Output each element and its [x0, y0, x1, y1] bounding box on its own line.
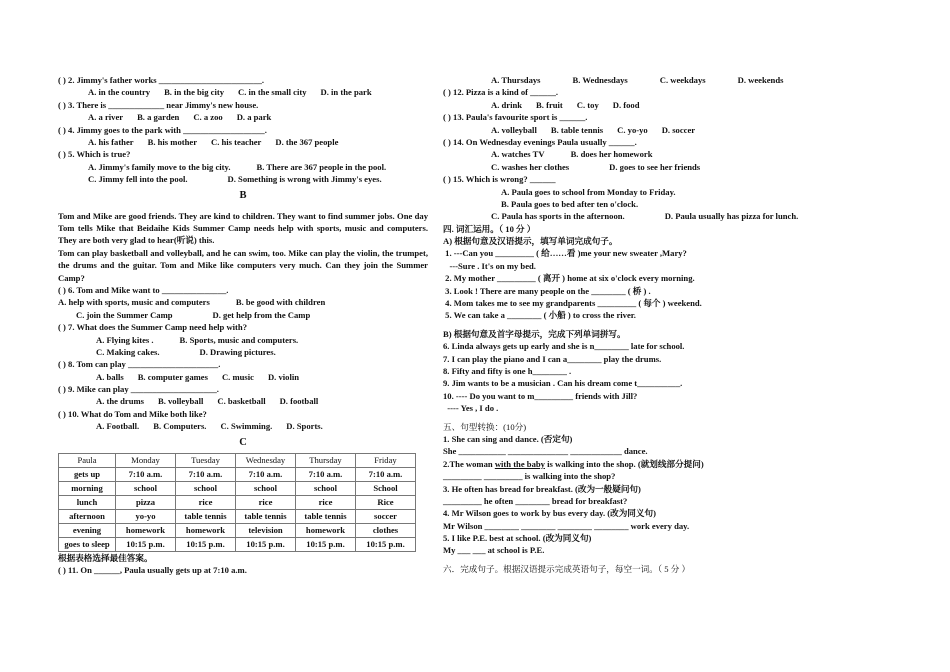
line-text: _________ he often ________ bread for breakfast?	[443, 495, 628, 506]
table-header-row	[59, 453, 416, 467]
table-cell: homework	[116, 523, 176, 537]
option-text: B. Computers.	[153, 421, 207, 432]
option-text: B. volleyball	[157, 396, 204, 407]
option-row	[58, 173, 428, 185]
option-text: D. goes to see her friends	[609, 161, 701, 172]
table-cell: school	[236, 481, 296, 495]
option-text: D. Paula usually has pizza for lunch.	[664, 211, 799, 222]
option-text: D. a park	[236, 112, 272, 123]
transform-line	[443, 483, 863, 495]
option-text: A. a river	[88, 112, 124, 123]
vocab-item: ---- Yes , I do .	[443, 403, 499, 414]
option-row	[58, 420, 428, 432]
option-row	[443, 148, 863, 160]
option-text: A. balls	[96, 371, 124, 382]
table-cell: rice	[236, 495, 296, 509]
table-row	[59, 509, 416, 523]
line-text: 3. He often has bread for breakfast. (改为一般疑问句)	[443, 483, 641, 494]
table-cell: school	[176, 481, 236, 495]
table-cell: soccer	[356, 509, 416, 523]
option-text: D. soccer	[661, 124, 696, 135]
option-text: A. Football.	[96, 421, 140, 432]
option-text: A. watches TV	[491, 149, 545, 160]
option-text: C. a zoo	[193, 112, 223, 123]
table-cell: 10:15 p.m.	[356, 537, 416, 551]
table-cell: 10:15 p.m.	[296, 537, 356, 551]
option-row	[58, 334, 428, 346]
vocab-part-a: A) 根据句意及汉语提示，填写单词完成句子。	[443, 236, 618, 247]
line-text: is walking into the shop. (就划线部分提问)	[544, 458, 704, 469]
option-text: B. does her homework	[570, 149, 653, 160]
table-row	[59, 495, 416, 509]
line-text: She ___________ ______________ ____________ dance.	[443, 446, 648, 457]
option-text: A. his father	[88, 136, 134, 147]
table-cell: yo-yo	[116, 509, 176, 523]
table-header-cell: Wednesday	[236, 453, 296, 467]
transform-line	[443, 520, 863, 532]
question-stem: ( ) 5. Which is true?	[58, 149, 131, 160]
transform-line	[443, 445, 863, 457]
option-text: B. There are 367 people in the pool.	[256, 161, 387, 172]
section-heading-c: C	[239, 436, 247, 448]
option-text: A. in the country	[88, 87, 151, 98]
option-text: C. Making cakes.	[96, 346, 160, 357]
passage-paragraph: Tom can play basketball and volleyball, and he can swim, too. Mike can play the violin, the trumpet, the drums and the guitar. Tom and Mike like computers very much. Can they join the Summer Camp?	[58, 247, 428, 283]
table-header-cell: Thursday	[296, 453, 356, 467]
table-cell: 10:15 p.m.	[236, 537, 296, 551]
option-row	[58, 371, 428, 383]
question-stem: ( ) 6. Tom and Mike want to _______________.	[58, 284, 229, 295]
option-text: A. Thursdays	[491, 75, 541, 85]
vocab-item: 10. ---- Do you want to m_________ friends with Jill?	[443, 390, 638, 401]
transform-title: 五、句型转换：(10分)	[443, 421, 527, 432]
question-stem: ( ) 8. Tom can play _____________________.	[58, 359, 221, 370]
transform-line	[443, 544, 863, 556]
right-column	[443, 74, 863, 575]
option-text: B. fruit	[536, 99, 563, 110]
option-row	[443, 124, 863, 136]
option-text: B. table tennis	[550, 124, 604, 135]
transform-line	[443, 507, 863, 519]
vocab-item: 4. Mom takes me to see my grandparents _________ ( 每个 ) weekend.	[443, 298, 702, 309]
transform-line	[443, 458, 863, 470]
table-row	[59, 467, 416, 481]
option-row	[58, 296, 428, 308]
option-row	[443, 99, 863, 111]
table-cell: rice	[296, 495, 356, 509]
option-text: D. get help from the Camp	[212, 309, 311, 320]
option-text: B. Sports, music and computers.	[179, 334, 299, 345]
transform-line	[443, 433, 863, 445]
table-row	[59, 523, 416, 537]
option-text: D. the 367 people	[275, 136, 339, 147]
question-stem: ( ) 11. On ______, Paula usually gets up at 7:10 a.m.	[58, 565, 247, 576]
vocab-item: 7. I can play the piano and I can a________ play the drums.	[443, 353, 662, 364]
option-text: B. Wednesdays	[572, 75, 628, 85]
table-cell: clothes	[356, 523, 416, 537]
question-stem: ( ) 9. Mike can play ____________________.	[58, 384, 219, 395]
option-text: A. Flying kites .	[96, 334, 154, 345]
line-text: My ___ ___ at school is P.E.	[443, 545, 545, 556]
option-text: A. volleyball	[491, 124, 537, 135]
line-text: 2.The woman	[443, 458, 495, 469]
transform-line	[443, 495, 863, 507]
table-cell: gets up	[59, 467, 116, 481]
option-text: C. his teacher	[211, 136, 262, 147]
vocab-item: ---Sure . It's on my bed.	[443, 260, 536, 271]
table-cell: rice	[176, 495, 236, 509]
option-text: C. basketball	[217, 396, 266, 407]
table-cell: 7:10 a.m.	[116, 467, 176, 481]
question-stem: ( ) 3. There is _____________ near Jimmy's new house.	[58, 99, 259, 110]
option-text: A. drink	[491, 99, 523, 110]
table-cell: School	[356, 481, 416, 495]
question-stem: ( ) 2. Jimmy's father works ________________________.	[58, 75, 265, 85]
option-text: D. football	[279, 396, 319, 407]
table-cell: table tennis	[236, 509, 296, 523]
table-cell: 7:10 a.m.	[296, 467, 356, 481]
table-cell: 10:15 p.m.	[116, 537, 176, 551]
option-text: B. in the big city	[164, 87, 224, 98]
table-cell: lunch	[59, 495, 116, 509]
vocab-item: 1. ---Can you _________ ( 给……看 )me your new sweater ,Mary?	[443, 248, 687, 259]
option-text: A. Jimmy's family move to the big city.	[88, 161, 231, 172]
transform-line	[443, 470, 863, 482]
table-cell: homework	[176, 523, 236, 537]
option-row	[58, 395, 428, 407]
line-text: Mr Wilson ________ ________ ________ ________ work every day.	[443, 520, 690, 531]
table-cell: table tennis	[296, 509, 356, 523]
option-text: C. toy	[576, 99, 599, 110]
line-text: 4. Mr Wilson goes to work by bus every day. (改为同义句)	[443, 508, 656, 519]
table-cell: 7:10 a.m.	[356, 467, 416, 481]
line-text: 1. She can sing and dance. (否定句)	[443, 433, 573, 444]
table-header-cell: Paula	[59, 453, 116, 467]
table-cell: morning	[59, 481, 116, 495]
option-row	[58, 309, 428, 321]
underlined-phrase: with the baby	[494, 458, 545, 469]
vocab-title: 四. 词汇运用。（ 10 分 ）	[443, 223, 536, 234]
question-stem: ( ) 13. Paula's favourite sport is ______.	[443, 112, 588, 123]
table-header-cell: Friday	[356, 453, 416, 467]
option-text: B. a garden	[137, 112, 180, 123]
question-stem: ( ) 7. What does the Summer Camp need help with?	[58, 322, 247, 333]
option-text: C. join the Summer Camp	[76, 309, 173, 320]
table-cell: goes to sleep	[59, 537, 116, 551]
table-cell: afternoon	[59, 509, 116, 523]
table-row	[59, 481, 416, 495]
option-text: C. in the small city	[238, 87, 307, 98]
option-text: B. computer games	[137, 371, 208, 382]
option-text: D. in the park	[320, 87, 372, 98]
vocab-item: 3. Look ! There are many people on the ________ ( 桥 ) .	[443, 285, 651, 296]
table-cell: homework	[296, 523, 356, 537]
vocab-part-b: B) 根据句意及首字母提示，完成下列单词拼写。	[443, 328, 626, 339]
table-header-cell: Monday	[116, 453, 176, 467]
left-column	[58, 74, 428, 576]
table-cell: 7:10 a.m.	[236, 467, 296, 481]
table-cell: pizza	[116, 495, 176, 509]
question-stem: ( ) 12. Pizza is a kind of ______.	[443, 87, 559, 98]
option-text: A. help with sports, music and computers	[58, 297, 210, 308]
table-row	[59, 537, 416, 551]
line-text: _________ _________ is walking into the shop?	[443, 471, 616, 482]
table-cell: evening	[59, 523, 116, 537]
option-text: D. weekends	[737, 75, 784, 85]
option-text: D. violin	[267, 371, 300, 382]
vocab-item: 5. We can take a ________ ( 小船 ) to cross the river.	[443, 310, 636, 321]
table-instruction: 根据表格选择最佳答案。	[58, 552, 153, 563]
option-row	[443, 161, 863, 173]
option-text: C. Jimmy fell into the pool.	[88, 174, 188, 185]
vocab-item: 2. My mother _________ ( 离开 ) home at six o'clock every morning.	[443, 273, 695, 284]
option-row	[58, 111, 428, 123]
option-text: B. be good with children	[235, 297, 326, 308]
table-cell: Rice	[356, 495, 416, 509]
option-text: C. music	[221, 371, 254, 382]
option-row	[58, 136, 428, 148]
table-cell: 7:10 a.m.	[176, 467, 236, 481]
question-stem: ( ) 15. Which is wrong? ______	[443, 174, 556, 185]
option-text: C. washes her clothes	[491, 161, 570, 172]
option-text: C. yo-yo	[617, 124, 648, 135]
table-cell: television	[236, 523, 296, 537]
option-row	[58, 346, 428, 358]
option-text: D. Sports.	[286, 421, 323, 432]
line-text: 5. I like P.E. best at school. (改为同义句)	[443, 533, 592, 544]
section-heading-b: B	[239, 189, 247, 201]
option-row	[58, 161, 428, 173]
transform-line	[443, 532, 863, 544]
vocab-item: 6. Linda always gets up early and she is n________ late for school.	[443, 341, 685, 352]
passage-paragraph: Tom and Mike are good friends. They are kind to children. They want to find summer jobs. One day Tom tells Mike that Beidaihe Kids Summer Camp needs help with sports, music and computers. They are both very glad to hear(听说) this.	[58, 210, 428, 246]
option-row	[58, 86, 428, 98]
option-text: B. his mother	[147, 136, 198, 147]
schedule-table	[58, 453, 416, 552]
table-cell: school	[296, 481, 356, 495]
table-cell: table tennis	[176, 509, 236, 523]
option-line: A. Paula goes to school from Monday to Friday.	[501, 186, 676, 197]
option-text: A. the drums	[96, 396, 144, 407]
question-stem: ( ) 14. On Wednesday evenings Paula usually ______.	[443, 136, 637, 147]
option-text: D. Something is wrong with Jimmy's eyes.	[227, 174, 382, 185]
table-cell: 10:15 p.m.	[176, 537, 236, 551]
q11-options	[443, 74, 863, 86]
option-row	[443, 210, 863, 222]
option-text: D. Drawing pictures.	[199, 346, 276, 357]
option-text: C. weekdays	[659, 75, 706, 85]
option-text: D. food	[612, 99, 640, 110]
vocab-item: 8. Fifty and fifty is one h________ .	[443, 365, 572, 376]
question-stem: ( ) 4. Jimmy goes to the park with ___________________.	[58, 124, 267, 135]
option-text: C. Swimming.	[220, 421, 273, 432]
vocab-item: 9. Jim wants to be a musician . Can his dream come t__________.	[443, 378, 683, 389]
option-line: B. Paula goes to bed after ten o'clock.	[501, 198, 639, 209]
question-stem: ( ) 10. What do Tom and Mike both like?	[58, 408, 207, 419]
table-cell: school	[116, 481, 176, 495]
table-header-cell: Tuesday	[176, 453, 236, 467]
option-text: C. Paula has sports in the afternoon.	[491, 211, 625, 222]
complete-title: 六．完成句子。根据汉语提示完成英语句子，每空一词。（ 5 分 ）	[443, 563, 691, 574]
